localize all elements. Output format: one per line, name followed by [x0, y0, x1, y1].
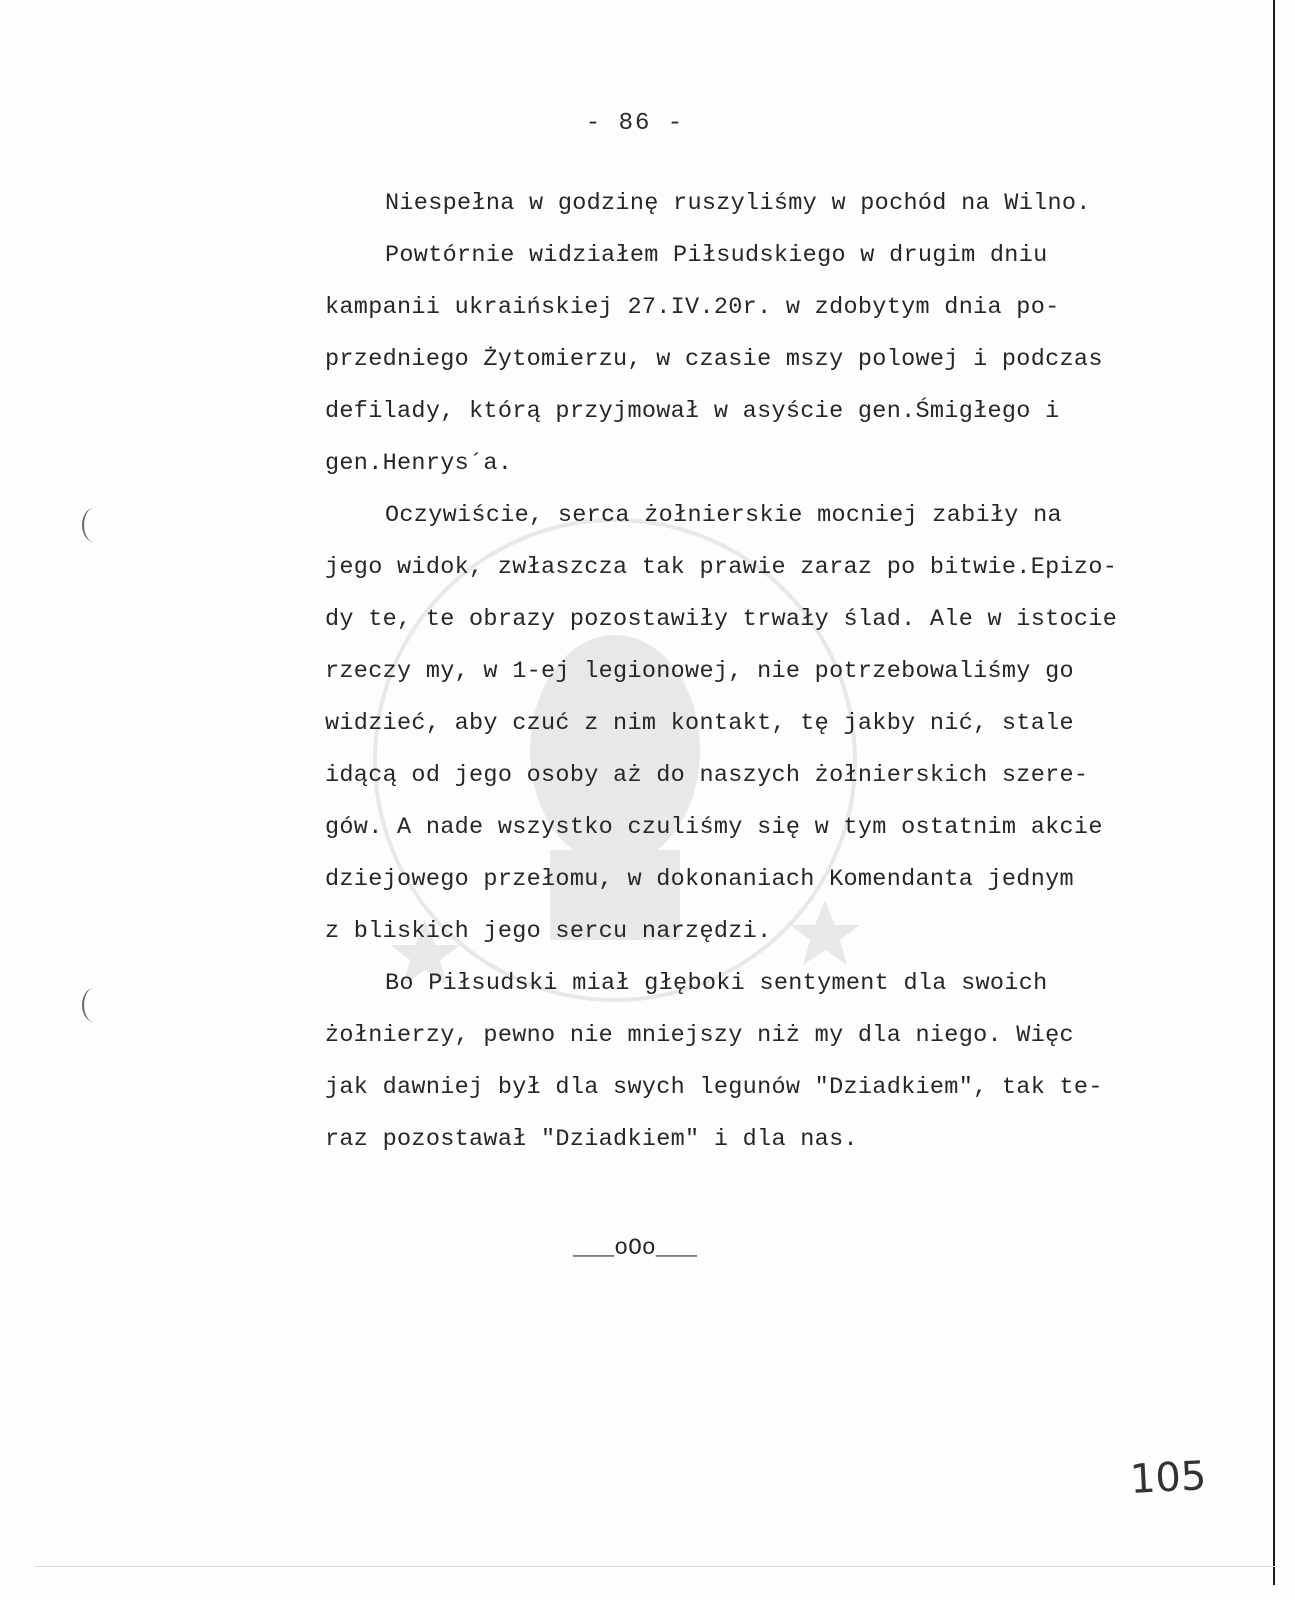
page-edge-bottom	[35, 1566, 1275, 1567]
text-line: dy te, te obrazy pozostawiły trwały ślad. Ale w istocie	[325, 606, 1118, 633]
text-line: kampanii ukraińskiej 27.IV.20r. w zdobytym dnia po-	[325, 294, 1060, 321]
text-line: żołnierzy, pewno nie mniejszy niż my dla niego. Więc	[325, 1022, 1074, 1049]
section-separator: ___oOo___	[572, 1235, 698, 1261]
page-number: - 86 -	[585, 110, 685, 137]
text-line: Niespełna w godzinę ruszyliśmy w pochód na Wilno.	[385, 190, 1091, 217]
text-line: jak dawniej był dla swych legunów "Dziadkiem", tak te-	[325, 1074, 1103, 1101]
text-line: rzeczy my, w 1-ej legionowej, nie potrzebowaliśmy go	[325, 658, 1074, 685]
text-line: idącą od jego osoby aż do naszych żołnierskich szere-	[325, 762, 1089, 789]
text-line: z bliskich jego sercu narzędzi.	[325, 918, 772, 945]
text-line: gów. A nade wszystko czuliśmy się w tym ostatnim akcie	[325, 814, 1103, 841]
text-line: Powtórnie widziałem Piłsudskiego w drugim dniu	[385, 242, 1048, 269]
page-edge-right	[1273, 0, 1275, 1585]
text-line: dziejowego przełomu, w dokonaniach Komendanta jednym	[325, 866, 1074, 893]
punch-hole-mark-bottom	[82, 988, 106, 1022]
text-line: gen.Henrys´a.	[325, 450, 513, 477]
punch-hole-mark-top	[82, 508, 106, 542]
text-line: przedniego Żytomierzu, w czasie mszy polowej i podczas	[325, 346, 1103, 373]
text-line: defilady, którą przyjmował w asyście gen.Śmigłego i	[325, 398, 1060, 425]
text-line: Bo Piłsudski miał głęboki sentyment dla swoich	[385, 970, 1048, 997]
text-line: Oczywiście, serca żołnierskie mocniej zabiły na	[385, 502, 1062, 529]
text-line: widzieć, aby czuć z nim kontakt, tę jakby nić, stale	[325, 710, 1074, 737]
text-line: raz pozostawał "Dziadkiem" i dla nas.	[325, 1126, 858, 1153]
text-line: jego widok, zwłaszcza tak prawie zaraz po bitwie.Epizo-	[325, 554, 1118, 581]
handwritten-folio-number: 105	[1128, 1453, 1208, 1503]
